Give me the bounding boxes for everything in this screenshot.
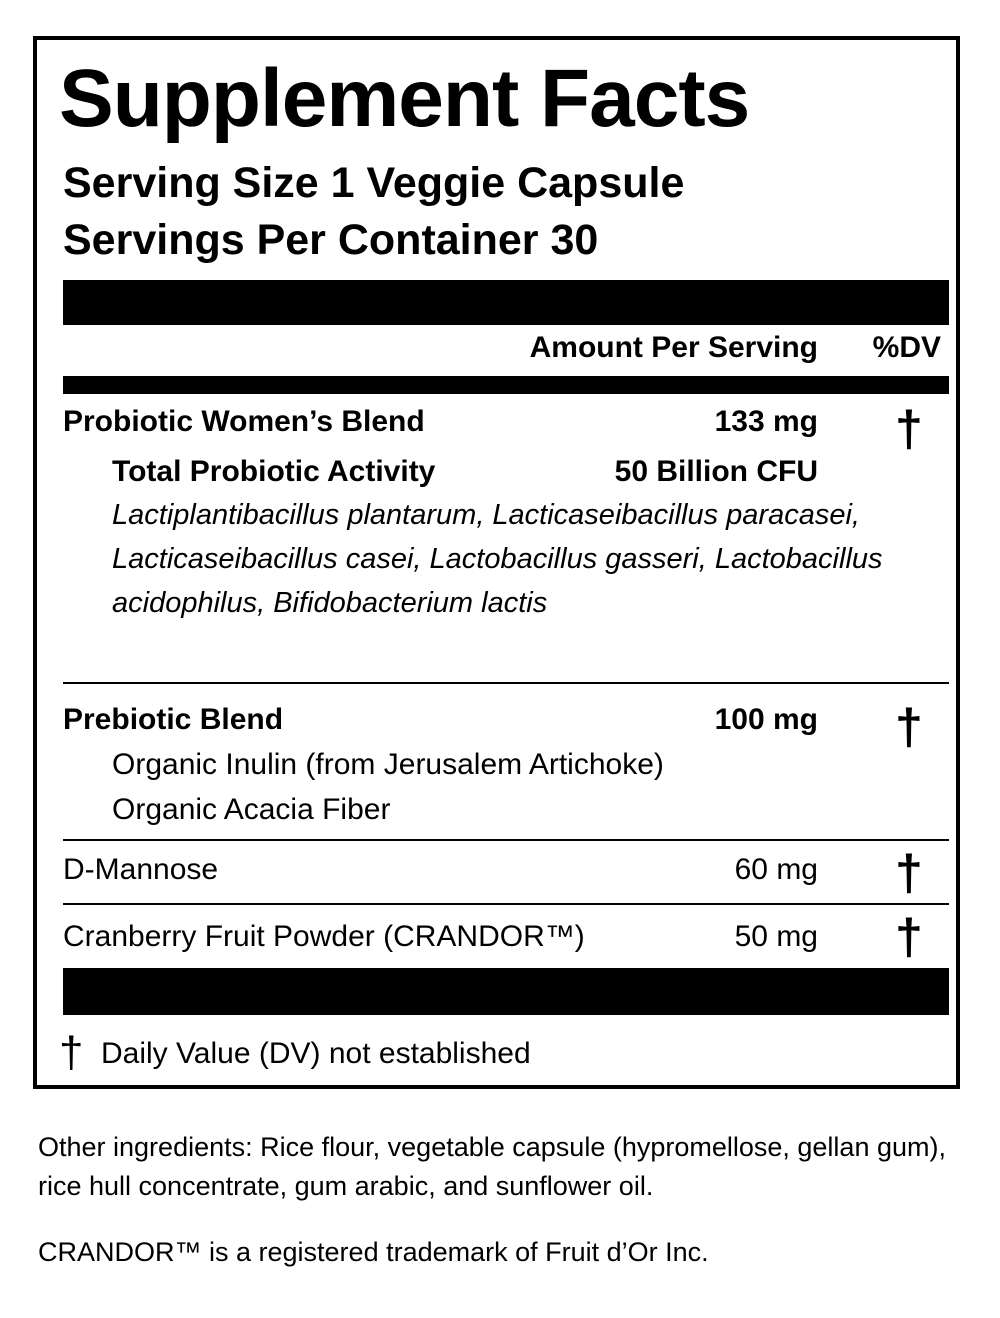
- prebiotic-dagger-icon: †: [895, 699, 923, 755]
- servings-per-container: Servings Per Container 30: [63, 216, 599, 264]
- thick-divider-bottom: [63, 968, 949, 1015]
- d-mannose-dagger-icon: †: [895, 845, 923, 901]
- serving-size: Serving Size 1 Veggie Capsule: [63, 159, 685, 207]
- thin-divider: [63, 903, 949, 905]
- probiotic-dagger-icon: †: [895, 401, 923, 457]
- d-mannose-name: D-Mannose: [63, 853, 219, 886]
- probiotic-blend-name: Probiotic Women’s Blend: [63, 405, 425, 438]
- amount-per-serving-header: Amount Per Serving: [529, 331, 818, 364]
- d-mannose-amount: 60 mg: [734, 853, 818, 886]
- dv-header: %DV: [872, 331, 941, 364]
- cranberry-powder-amount: 50 mg: [734, 920, 818, 953]
- total-probiotic-activity-label: Total Probiotic Activity: [112, 455, 436, 488]
- prebiotic-ingredient-inulin: Organic Inulin (from Jerusalem Artichoke): [112, 748, 664, 781]
- probiotic-blend-amount: 133 mg: [714, 405, 818, 438]
- footnote-dagger-icon: †: [59, 1028, 84, 1077]
- other-ingredients: Other ingredients: Rice flour, vegetable capsule (hypromellose, gellan gum), rice hull concentrate, gum arabic, and sunflower oil.: [38, 1132, 946, 1201]
- medium-divider: [63, 376, 949, 394]
- thin-divider: [63, 839, 949, 841]
- footnote-text: Daily Value (DV) not established: [101, 1037, 531, 1070]
- panel-title: Supplement Facts: [59, 53, 750, 144]
- total-probiotic-activity-value: 50 Billion CFU: [614, 455, 818, 488]
- prebiotic-blend-name: Prebiotic Blend: [63, 703, 284, 736]
- prebiotic-blend-amount: 100 mg: [714, 703, 818, 736]
- cranberry-dagger-icon: †: [895, 909, 923, 965]
- thin-divider: [63, 682, 949, 684]
- trademark-note: CRANDOR™ is a registered trademark of Fruit d’Or Inc.: [38, 1237, 709, 1267]
- supplement-facts-panel: [33, 36, 960, 1089]
- probiotic-strain-list: Lactiplantibacillus plantarum, Lacticaseibacillus paracasei, Lacticaseibacillus casei, Lactobacillus gasseri, Lactobacillus acidophilus, Bifidobacterium lactis: [112, 499, 883, 619]
- thick-divider-top: [63, 280, 949, 325]
- prebiotic-ingredient-acacia: Organic Acacia Fiber: [112, 793, 391, 826]
- cranberry-powder-name: Cranberry Fruit Powder (CRANDOR™): [63, 920, 585, 953]
